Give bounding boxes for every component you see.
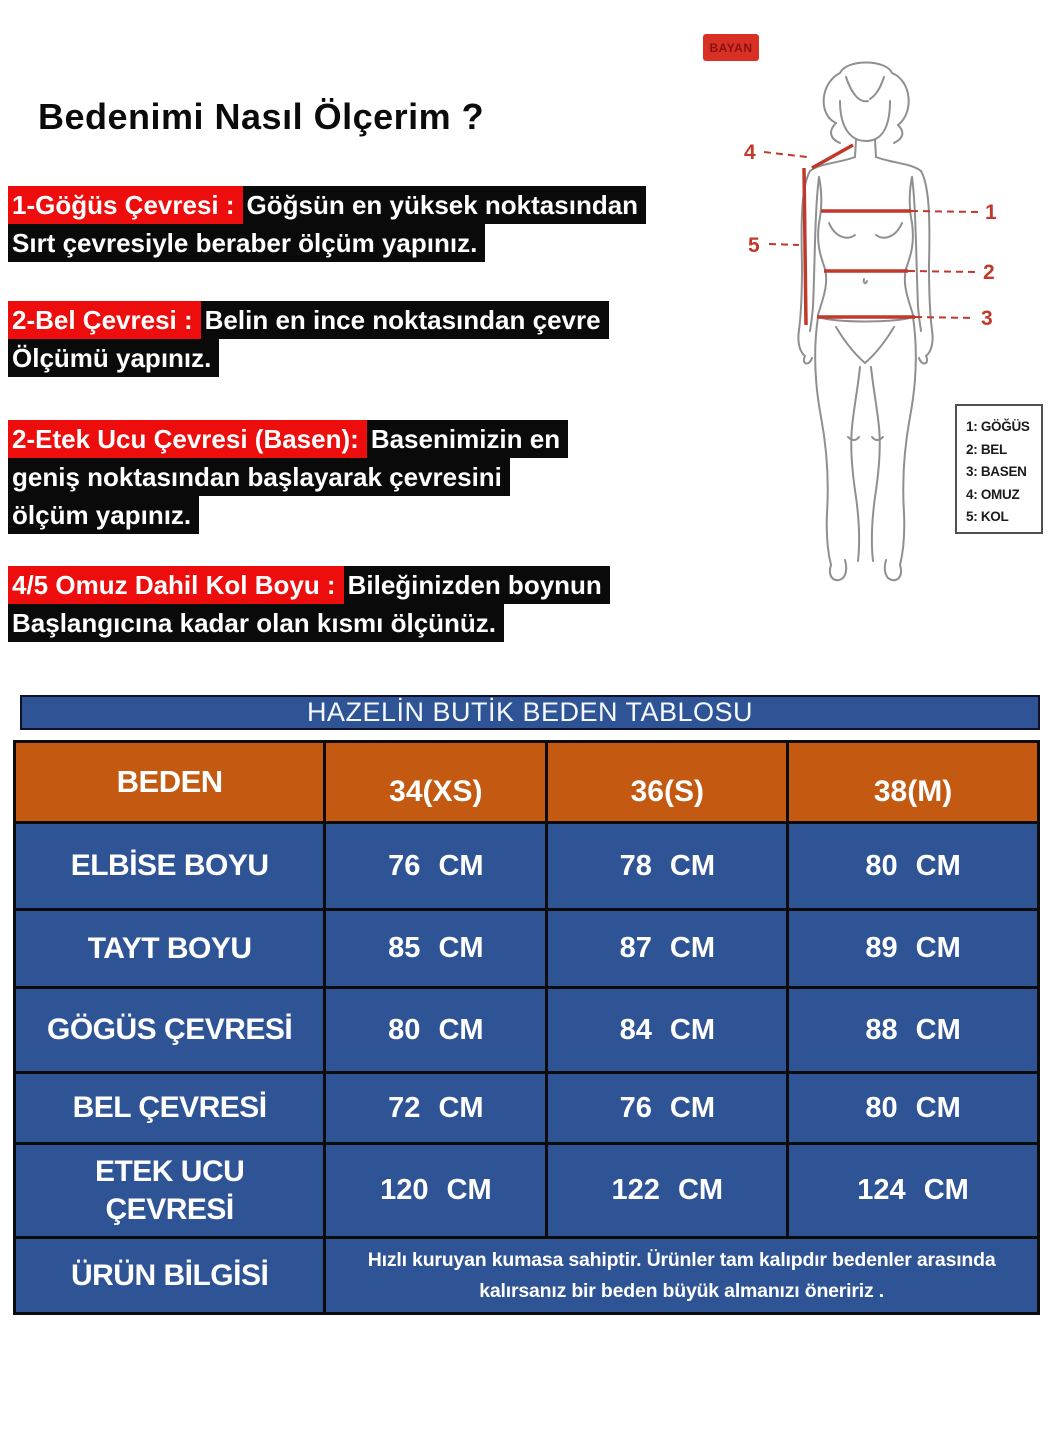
instruction-label: 4/5 Omuz Dahil Kol Boyu : <box>8 566 344 604</box>
page-title: Bedenimi Nasıl Ölçerim ? <box>38 96 485 137</box>
instruction-text: Göğsün en yüksek noktasından <box>243 186 647 224</box>
row-label: ELBİSE BOYU <box>15 823 325 910</box>
row-value: 78 CM <box>547 823 788 910</box>
row-value: 89 CM <box>788 910 1039 988</box>
instruction-text: geniş noktasından başlayarak çevresini <box>8 458 510 496</box>
instruction-label: 2-Etek Ucu Çevresi (Basen): <box>8 420 367 458</box>
row-value: 76 CM <box>325 823 547 910</box>
instruction-line <box>8 496 708 534</box>
instruction-block-chest <box>8 186 708 262</box>
size-table <box>13 740 1040 1315</box>
table-row <box>15 1073 1039 1144</box>
legend-item: 4: OMUZ <box>966 486 1020 502</box>
instruction-label: 1-Göğüs Çevresi : <box>8 186 243 224</box>
table-row <box>15 988 1039 1073</box>
table-header-row <box>15 742 1039 823</box>
legend-item: 5: KOL <box>966 509 1009 524</box>
row-label: BEL ÇEVRESİ <box>15 1073 325 1144</box>
marker-2: 2 <box>983 261 995 284</box>
table-row <box>15 910 1039 988</box>
instruction-text: Bileğinizden boynun <box>344 566 610 604</box>
measurement-lines <box>764 145 979 325</box>
header-size-36s: 36(S) <box>547 742 788 823</box>
row-value: 80 CM <box>325 988 547 1073</box>
instruction-line <box>8 339 708 377</box>
marker-4: 4 <box>744 141 756 164</box>
legend-item: 3: BASEN <box>966 464 1027 479</box>
instruction-text: Ölçümü yapınız. <box>8 339 219 377</box>
instruction-line <box>8 186 708 224</box>
instruction-line <box>8 566 708 604</box>
row-label: TAYT BOYU <box>15 910 325 988</box>
row-value: 80 CM <box>788 823 1039 910</box>
instruction-text: Sırt çevresiyle beraber ölçüm yapınız. <box>8 224 485 262</box>
instruction-block-arm <box>8 566 708 642</box>
instruction-line <box>8 420 708 458</box>
row-value: 120 CM <box>325 1144 547 1238</box>
legend-item: 1: GÖĞÜS <box>966 419 1030 434</box>
header-size-38m: 38(M) <box>788 742 1039 823</box>
gender-badge: BAYAN <box>703 34 759 61</box>
size-table-title: HAZELİN BUTİK BEDEN TABLOSU <box>20 695 1040 730</box>
body-outline-diagram <box>688 25 1050 635</box>
row-label: ETEK UCU ÇEVRESİ <box>15 1144 325 1238</box>
instruction-block-waist <box>8 301 708 377</box>
header-beden: BEDEN <box>15 742 325 823</box>
instruction-line <box>8 224 708 262</box>
row-label: GÖGÜS ÇEVRESİ <box>15 988 325 1073</box>
product-info-text: Hızlı kuruyan kumasa sahiptir. Ürünler tam kalıpdır bedenler arasında kalırsanız bir beden büyük almanızı öneririz . <box>325 1238 1039 1314</box>
table-row-product-info <box>15 1238 1039 1314</box>
row-value: 87 CM <box>547 910 788 988</box>
instruction-text: Başlangıcına kadar olan kısmı ölçünüz. <box>8 604 504 642</box>
measurement-markers <box>744 141 997 330</box>
instruction-line <box>8 458 708 496</box>
row-value: 122 CM <box>547 1144 788 1238</box>
header-size-34xs: 34(XS) <box>325 742 547 823</box>
row-value: 84 CM <box>547 988 788 1073</box>
measurement-figure <box>688 25 1050 635</box>
row-value: 124 CM <box>788 1144 1039 1238</box>
row-value: 80 CM <box>788 1073 1039 1144</box>
instruction-block-hip <box>8 420 708 534</box>
instruction-line <box>8 301 708 339</box>
table-row <box>15 823 1039 910</box>
instruction-line <box>8 604 708 642</box>
row-value: 76 CM <box>547 1073 788 1144</box>
measurement-legend <box>955 404 1043 534</box>
instruction-text: ölçüm yapınız. <box>8 496 199 534</box>
instruction-label: 2-Bel Çevresi : <box>8 301 201 339</box>
marker-3: 3 <box>981 307 993 330</box>
row-value: 88 CM <box>788 988 1039 1073</box>
body-outline <box>798 63 932 581</box>
marker-5: 5 <box>748 234 760 257</box>
table-row <box>15 1144 1039 1238</box>
row-value: 85 CM <box>325 910 547 988</box>
legend-item: 2: BEL <box>966 441 1007 457</box>
product-info-label: ÜRÜN BİLGİSİ <box>15 1238 325 1314</box>
instruction-text: Belin en ince noktasından çevre <box>201 301 609 339</box>
instruction-text: Basenimizin en <box>367 420 568 458</box>
marker-1: 1 <box>985 201 997 224</box>
row-value: 72 CM <box>325 1073 547 1144</box>
